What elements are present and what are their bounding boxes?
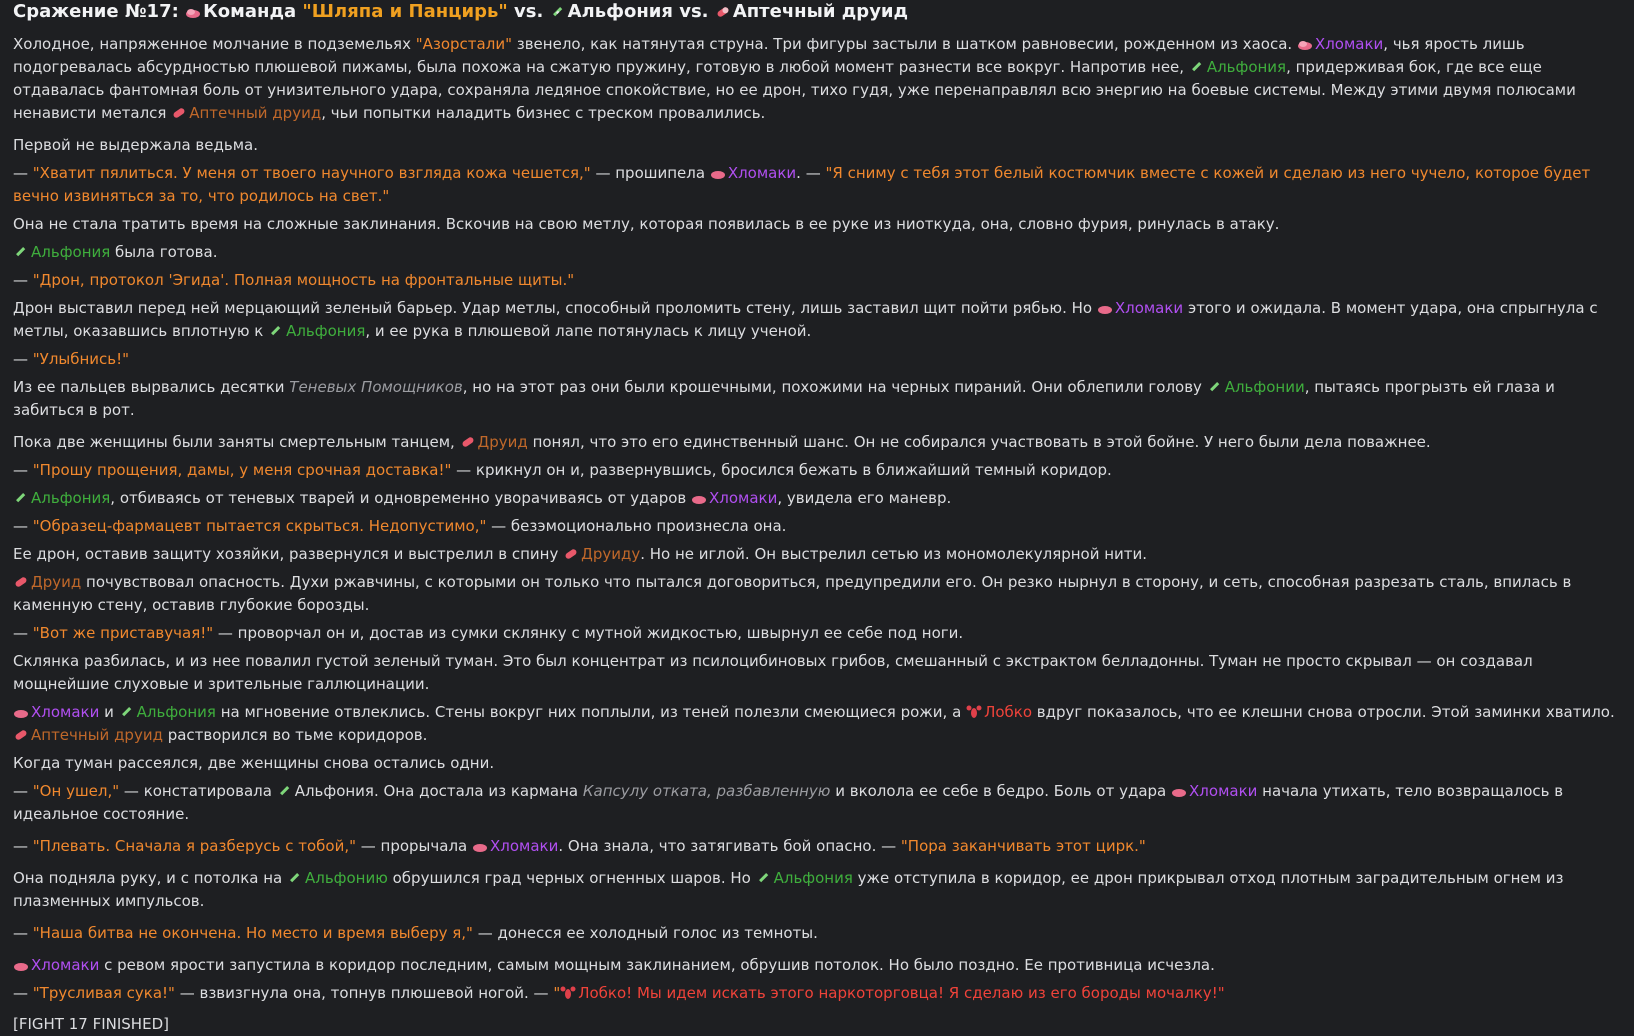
syringe-icon [268,324,284,338]
log-line [13,701,1622,747]
text: — донесся ее холодный голос из темноты. [472,924,818,942]
text: была готова. [110,243,218,261]
name-alfonia: Альфония [286,322,366,340]
log-line [13,543,1622,566]
dash: — [13,837,33,855]
quote: "Наша битва не окончена. Но место и время выберу я," [32,924,473,942]
pill-icon [13,728,29,742]
text: — крикнул он и, развернувшись, бросился бежать в ближайший темный коридор. [451,461,1112,479]
log-line [13,954,1622,977]
quote-lobko: Лобко! Мы идем искать этого наркоторговца! Я сделаю из его бороды мочалку!" [578,984,1225,1002]
name-khlomaki: Хломаки [1314,35,1384,53]
quote: "Дрон, протокол 'Эгида'. Полная мощность на фронтальные щиты." [32,271,575,289]
log-line [13,297,1622,343]
text: и вколола ее себе в бедро. Боль от удара [830,782,1172,800]
title-prefix: Сражение №17: [13,1,179,22]
name-khlomaki: Хломаки [490,837,559,855]
text: — констатировала [119,782,277,800]
text: и [99,703,119,721]
name-lobko: Лобко [984,703,1033,721]
team-word: Команда [203,1,297,22]
text: растворился во тьме коридоров. [162,726,428,744]
text: — проворчал он и, достав из сумки склянку с мутной жидкостью, швырнул ее себе под ноги. [213,624,964,642]
title-player-3: Аптечный друид [732,1,909,22]
name-druid: Друид [31,573,82,591]
syringe-icon [756,871,772,885]
text: Альфония. Она достала из кармана [294,782,583,800]
name-druid: Друид [477,433,528,451]
syringe-icon [13,245,29,259]
pill-icon [563,547,579,561]
log-line [13,376,1622,422]
title-player-2: Альфония [567,1,673,22]
text: начала утихать, тело возвращалось в идеальное состояние. [13,782,1564,823]
log-line [13,515,1622,538]
log-line: Склянка разбилась, и из нее повалил густой зеленый туман. Это был концентрат из псилоцибиновых грибов, смешанный с экстрактом белладонны. Туман не просто скрывал — он создавал мощнейшие слуховые и зрительные галлюцинации. [13,652,1533,693]
text: вдруг показалось, что ее клешни снова отросли. Этой заминки хватило. [1032,703,1615,721]
pill-icon [171,106,187,120]
quote: "Я сниму с тебя этот белый костюмчик вместе с кожей и сделаю из него чучело, которое будет вечно извиняться за то, что родилось на свет." [13,164,1591,205]
pink-slipper-icon [1171,784,1187,798]
lobster-icon [560,986,576,1000]
text: , чьи попытки наладить бизнес с треском провалились. [321,104,766,122]
dash: — [13,517,33,535]
log-line [13,571,1622,617]
pink-slipper-icon [691,491,707,505]
text: Из ее пальцев вырвались десятки [13,378,290,396]
dash: — [13,164,33,182]
name-alfonia: Альфония [773,869,853,887]
fight-title [13,0,1622,24]
name-druid: Друиду [581,545,641,563]
log-line [13,269,1622,292]
text: этого и ожидала. В момент удара, она спрыгнула с метлы, оказавшись вплотную к [13,299,1598,340]
syringe-icon [287,871,303,885]
name-khlomaki: Хломаки [727,164,797,182]
log-line: Когда туман рассеялся, две женщины снова остались одни. [13,754,495,772]
quote: "Вот же приставучая!" [32,624,214,642]
dash: — [13,350,33,368]
pink-slipper-icon [710,166,726,180]
text: Она подняла руку, и с потолка на [13,869,287,887]
name-alfonia: Альфония [31,243,111,261]
name-khlomaki: Хломаки [1114,299,1184,317]
quote: "Хватит пялиться. У меня от твоего научного взгляда кожа чешется," [32,164,591,182]
text: , пытаясь прогрызть ей глаза и забиться в рот. [13,378,1555,419]
vs-1: vs. [514,1,544,22]
text: . — [796,164,826,182]
pill-icon [13,575,29,589]
log-line [13,487,1622,510]
vs-2: vs. [679,1,709,22]
log-line: Первой не выдержала ведьма. [13,136,258,154]
log-line [13,431,1622,454]
ability-name: Теневых Помощников [289,378,463,396]
log-line [13,348,1622,371]
text: с ревом ярости запустила в коридор последним, самым мощным заклинанием, обрушив потолок. Но было поздно. Ее противница исчезла. [99,956,1215,974]
pink-slipper-icon [1097,301,1113,315]
text: , отбиваясь от теневых тварей и одновременно уворачиваясь от ударов [110,489,691,507]
text: Пока две женщины были заняты смертельным танцем, [13,433,460,451]
location-name: "Азорстали" [415,35,512,53]
name-alfonia: Альфония [136,703,216,721]
name-alfonia: Альфония [1206,58,1287,76]
pink-slipper-icon [472,839,488,853]
quote: "Трусливая сука!" [32,984,175,1002]
text: на мгновение отвлеклись. Стены вокруг них поплыли, из теней полезли смеющиеся рожи, а [215,703,967,721]
log-line: Она не стала тратить время на сложные заклинания. Вскочив на свою метлу, которая появилась в ее руке из ниоткуда, она, словно фурия, ринулась в атаку. [13,215,1280,233]
quote: "Он ушел," [32,782,120,800]
team-name: "Шляпа и Панцирь" [302,1,508,22]
syringe-icon [277,784,293,798]
text: — безэмоционально произнесла она. [486,517,787,535]
text: , и ее рука в плюшевой лапе потянулась к лицу ученой. [365,322,812,340]
quote: "Пора заканчивать этот цирк." [900,837,1146,855]
fight-finished-status: [FIGHT 17 FINISHED] [13,1015,169,1033]
text: , но на этот раз они были крошечными, похожими на черных пираний. Они облепили голову [462,378,1207,396]
name-alfonia: Альфония [31,489,111,507]
pill-icon [460,435,476,449]
name-druid: Аптечный друид [31,726,163,744]
log-line [13,241,1622,264]
pill-icon [715,5,731,19]
syringe-icon [119,705,135,719]
text: Холодное, напряженное молчание в подземельях [13,35,416,53]
syringe-icon [13,491,29,505]
name-khlomaki: Хломаки [31,703,100,721]
item-name: Капсулу отката, разбавленную [582,782,831,800]
name-alfonia: Альфонию [304,869,388,887]
text: почувствовал опасность. Духи ржавчины, с которыми он только что пытался договориться, предупредили его. Он резко нырнул в сторону, и сеть, способная разрезать сталь, впилась в каменную стену, оставив глубокие борозды. [13,573,1572,614]
pink-slipper-icon [13,958,29,972]
quote: "Улыбнись!" [32,350,130,368]
dash: — [13,984,33,1002]
name-khlomaki: Хломаки [1189,782,1258,800]
text: , чья ярость лишь подогревалась абсурдностью плюшевой пижамы, была похожа на сжатую пружину, готовую в любой момент разнести все вокруг. Напротив нее, [13,35,1525,76]
quote-mark: " [553,984,561,1002]
pink-slipper-icon [13,705,29,719]
quote: "Плевать. Сначала я разберусь с тобой," [32,837,356,855]
text: , увидела его маневр. [777,489,952,507]
log-line [13,867,1622,913]
pink-slipper-icon [1297,37,1313,51]
text: . Но не иглой. Он выстрелил сетью из мономолекулярной нити. [640,545,1148,563]
log-line [13,162,1622,208]
syringe-icon [550,5,566,19]
text: Дрон выставил перед ней мерцающий зеленый барьер. Удар метлы, способный проломить стену, лишь заставил щит пойти рябью. Но [13,299,1097,317]
log-line [13,459,1622,482]
text: — прорычала [355,837,472,855]
quote: "Образец-фармацевт пытается скрыться. Недопустимо," [32,517,487,535]
text: уже отступила в коридор, ее дрон прикрывал отход плотным заградительным огнем из плазменных импульсов. [13,869,1564,910]
text: обрушился град черных огненных шаров. Но [387,869,756,887]
dash: — [13,271,33,289]
log-line [13,835,1622,858]
lobster-icon [966,705,982,719]
name-khlomaki: Хломаки [709,489,778,507]
text: Ее дрон, оставив защиту хозяйки, развернулся и выстрелил в спину [13,545,564,563]
name-khlomaki: Хломаки [31,956,100,974]
syringe-icon [1189,60,1205,74]
dash: — [13,924,33,942]
log-line [13,922,1622,945]
text: . Она знала, что затягивать бой опасно. — [558,837,901,855]
dash: — [13,624,33,642]
text: — прошипела [590,164,710,182]
syringe-icon [1207,380,1223,394]
intro-paragraph [13,33,1622,125]
text: — взвизгнула она, топнув плюшевой ногой. — [174,984,554,1002]
name-druid: Аптечный друид [189,104,322,122]
text: звенело, как натянутая струна. Три фигуры застыли в шатком равновесии, рожденном из хаоса. [511,35,1297,53]
log-line [13,780,1622,826]
log-line [13,622,1622,645]
text: , придерживая бок, где все еще отдавалась фантомная боль от унизительного удара, сохраняла ледяное спокойствие, но ее дрон, тихо гудя, уже перенаправлял всю энергию на боевые системы. Между этими двумя полюсами ненависти метался [13,58,1576,122]
quote: "Прошу прощения, дамы, у меня срочная доставка!" [32,461,452,479]
pink-slipper-icon [185,5,201,19]
dash: — [13,782,33,800]
dash: — [13,461,33,479]
text: понял, что это его единственный шанс. Он не собирался участвовать в этой бойне. У него были дела поважнее. [527,433,1431,451]
name-alfonia: Альфонии [1224,378,1305,396]
